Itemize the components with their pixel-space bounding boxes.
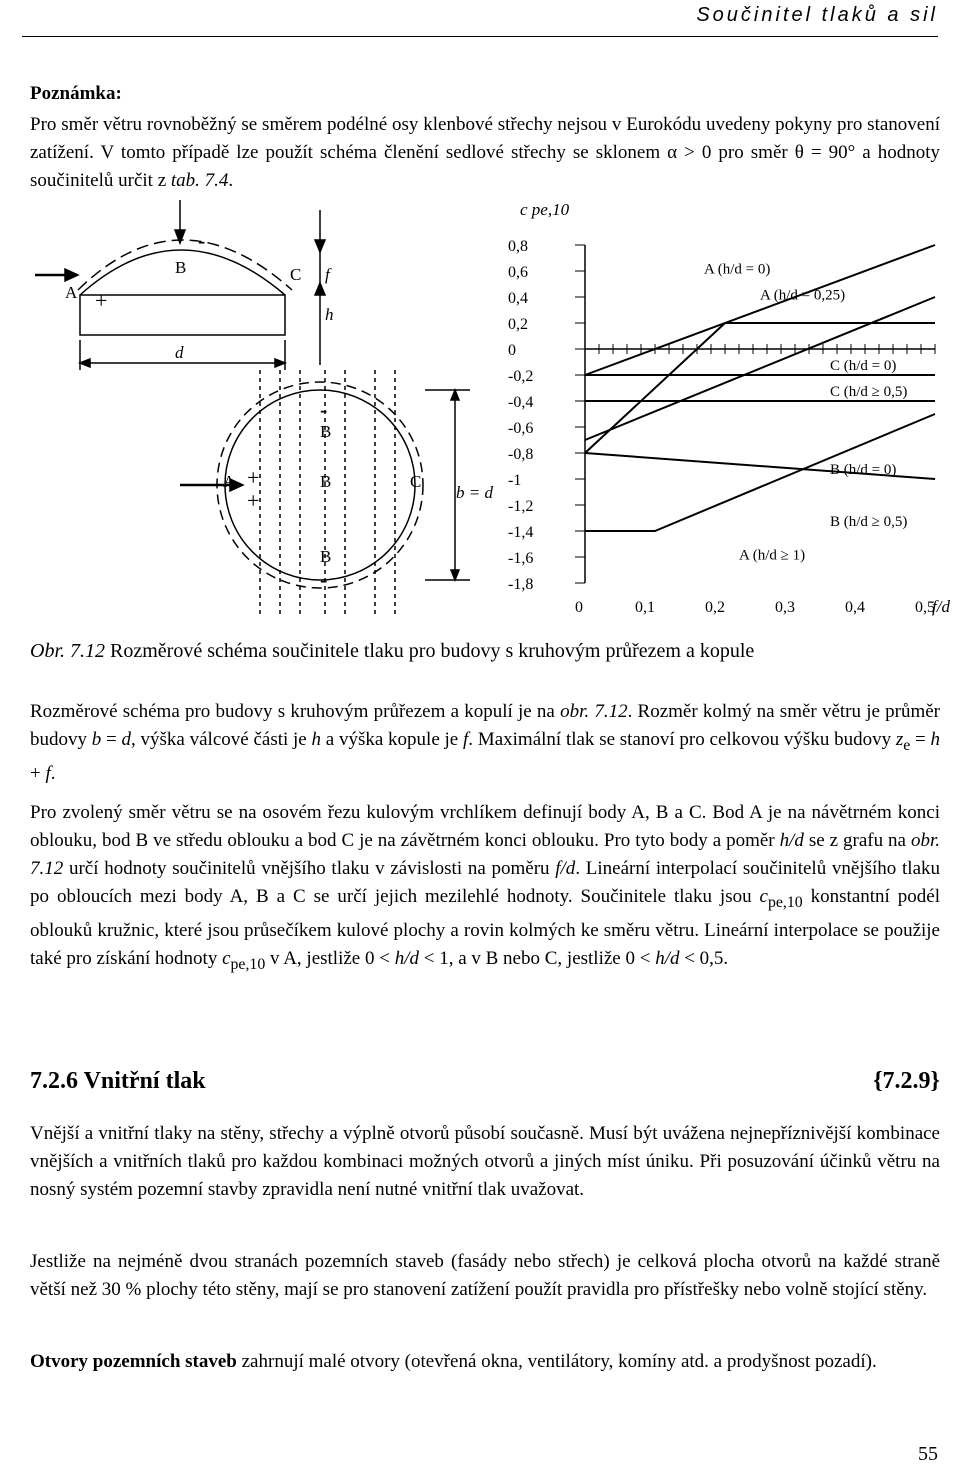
label-h: h xyxy=(325,305,334,324)
section-heading: 7.2.6 Vnitřní tlak {7.2.9} xyxy=(30,1068,940,1094)
series-label: C (h/d ≥ 0,5) xyxy=(830,383,908,400)
series-label: C (h/d = 0) xyxy=(830,357,897,374)
paragraph-4: Jestliže na nejméně dvou stranách pozemních staveb (fasády nebo střech) je celková plocha otvorů na každé straně větší než 30 % plochy této stěny, mají se pro stanovení zatížení použít pravidla pro přístřešky nebo volně stojící stěny. xyxy=(30,1251,940,1300)
note-label: Poznámka: xyxy=(30,83,122,104)
y-tick-label: -0,8 xyxy=(508,446,534,463)
series-label: A (h/d ≥ 1) xyxy=(739,547,806,564)
minus-plan-bottom: - xyxy=(320,567,328,592)
y-tick-label: -1,2 xyxy=(508,498,534,515)
label-b-top: B xyxy=(175,258,187,277)
label-a-plan: A xyxy=(223,472,236,491)
label-a-top: A xyxy=(65,283,78,302)
figure-caption: Obr. 7.12 Rozměrové schéma součinitele tlaku pro budovy s kruhovým průřezem a kopule xyxy=(30,640,755,662)
building-schematic xyxy=(30,195,500,625)
chart-ylabel: c pe,10 xyxy=(520,200,570,219)
label-d: d xyxy=(175,343,184,362)
header-rule xyxy=(22,36,938,37)
y-tick-label: -1,6 xyxy=(508,550,534,567)
plus-a-plan-2: + xyxy=(247,488,260,513)
chart-xlabel: f/d xyxy=(932,597,950,616)
note-paragraph: Pro směr větru rovnoběžný se směrem podélné osy klenbové střechy nejsou v Eurokódu uvedeny pokyny pro stanovení zatížení. V tomto případě lze použít schéma členění sedlové střechy se sklonem α > 0 pro směr θ = 90° a hodnoty součinitelů určit z tab. 7.4. xyxy=(30,114,940,191)
label-c-plan: C xyxy=(410,472,422,491)
x-tick-label: 0,3 xyxy=(775,599,795,616)
y-tick-label: 0,2 xyxy=(508,316,528,333)
x-tick-label: 0,5 xyxy=(915,599,935,616)
y-tick-label: 0,6 xyxy=(508,264,528,281)
series-label: A (h/d = 0,25) xyxy=(760,287,846,304)
header-title: Součinitel tlaků a sil xyxy=(696,4,938,26)
cpe-chart xyxy=(500,195,960,625)
series-label: A (h/d = 0) xyxy=(704,261,771,278)
y-tick-label: -1,4 xyxy=(508,524,534,541)
label-b-plan-mid: B xyxy=(320,472,332,491)
y-tick-label: -0,2 xyxy=(508,368,534,385)
paragraph-3: Vnější a vnitřní tlaky na stěny, střechy a výplně otvorů působí současně. Musí být uvážena nejnepříznivější kombinace vnějších a vnitřních tlaků pro každou kombinaci možných otvorů a jiných míst úniku. Při posuzování účinků větru na nosný systém pozemní stavby zpravidla není nutné vnitřní tlak uvažovat. xyxy=(30,1123,940,1200)
y-tick-label: 0 xyxy=(508,342,516,359)
page-header xyxy=(0,0,960,38)
x-tick-label: 0 xyxy=(575,599,583,616)
x-tick-label: 0,4 xyxy=(845,599,865,616)
plus-a-plan-1: + xyxy=(247,465,260,490)
label-f: f xyxy=(325,265,330,284)
y-tick-label: -1 xyxy=(508,472,522,489)
x-tick-label: 0,2 xyxy=(705,599,725,616)
minus-plan-top: - xyxy=(320,397,328,422)
minus-top: - xyxy=(198,228,206,253)
y-tick-label: -1,8 xyxy=(508,576,534,593)
y-tick-label: 0,8 xyxy=(508,238,528,255)
label-b-plan-top: B xyxy=(320,422,332,441)
series-label: B (h/d = 0) xyxy=(830,461,897,478)
y-tick-label: -0,6 xyxy=(508,420,534,437)
label-b-equals-d: b = d xyxy=(456,483,493,502)
label-b-plan-bottom: B xyxy=(320,547,332,566)
paragraph-1: Rozměrové schéma pro budovy s kruhovým průřezem a kopulí je na obr. 7.12. Rozměr kolmý na směr větru je průměr budovy b = d, výška válcové části je h a výška kopule je f. Maximální tlak se stanoví pro celkovou výšku budovy $z_e = h + f$. xyxy=(30,701,941,784)
x-tick-label: 0,1 xyxy=(635,599,655,616)
plus-a-top: + xyxy=(95,288,108,313)
y-tick-label: -0,4 xyxy=(508,394,534,411)
page-number: 55 xyxy=(918,1443,938,1465)
section-ref: {7.2.9} xyxy=(873,1068,940,1094)
y-tick-label: 0,4 xyxy=(508,290,528,307)
series-label: B (h/d ≥ 0,5) xyxy=(830,513,908,530)
paragraph-5: Otvory pozemních staveb zahrnují malé otvory (otevřená okna, ventilátory, komíny atd. a prodyšnost pozadí). xyxy=(30,1351,877,1372)
label-c-top: C xyxy=(290,265,302,284)
paragraph-2: Pro zvolený směr větru se na osovém řezu kulovým vrchlíkem definují body A, B a C. Bod A je na návětrném konci oblouku, bod B ve středu oblouku a bod C je na závětrném konci oblouku. Pro tyto body a poměr h/d se z grafu na obr. 7.12 určí hodnoty součinitelů vnějšího tlaku v závislosti na poměru f/d. Lineární interpolací součinitelů vnějšího tlaku po obloucích mezi body A, B a C se určí jejich mezilehlé hodnoty. Součinitele tlaku jsou $c_{pe,10}$ konstantní podél oblouků kružnic, které jsou průsečíkem kulové plochy a rovin kolmých ke směru větru. Lineární interpolace se použije také pro získání hodnoty $c_{pe,10}$ v A, jestliže 0 < h/d < 1, a v B nebo C, jestliže 0 < h/d < 0,5. xyxy=(30,802,941,973)
